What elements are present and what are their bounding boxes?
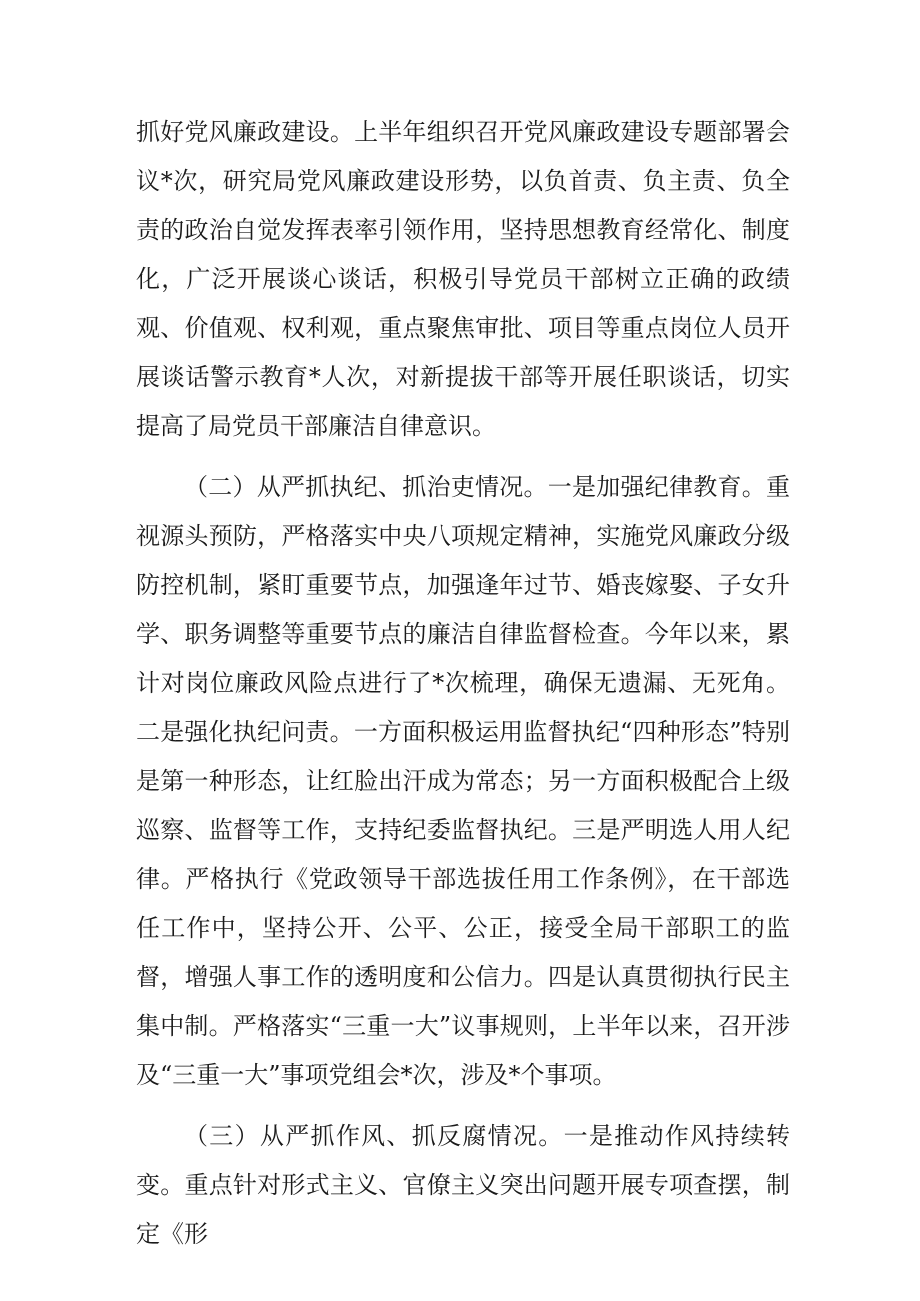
paragraph-1: 抓好党风廉政建设。上半年组织召开党风廉政建设专题部署会议*次，研究局党风廉政建设形势，以负首责、负主责、负全责的政治自觉发挥表率引领作用，坚持思想教育经常化、制度化，广泛开展谈心谈话，积极引导党员干部树立正确的政绩观、价值观、权利观，重点聚焦审批、项目等重点岗位人员开展谈话警示教育*人次，对新提拔干部等开展任职谈话，切实提高了局党员干部廉洁自律意识。 [136, 118, 790, 440]
document-body [136, 108, 790, 1259]
paragraph-3: （三）从严抓作风、抓反腐情况。一是推动作风持续转变。重点针对形式主义、官僚主义突出问题开展专项查摆，制定《形 [136, 1122, 790, 1248]
paragraph-2: （二）从严抓执纪、抓治吏情况。一是加强纪律教育。重视源头预防，严格落实中央八项规定精神，实施党风廉政分级防控机制，紧盯重要节点，加强逢年过节、婚丧嫁娶、子女升学、职务调整等重要节点的廉洁自律监督检查。今年以来，累计对岗位廉政风险点进行了*次梳理，确保无遗漏、无死角。二是强化执纪问责。一方面积极运用监督执纪“四种形态”特别是第一种形态，让红脸出汗成为常态；另一方面积极配合上级巡察、监督等工作，支持纪委监督执纪。三是严明选人用人纪律。严格执行《党政领导干部选拔任用工作条例》，在干部选任工作中，坚持公开、公平、公正，接受全局干部职工的监督，增强人事工作的透明度和公信力。四是认真贯彻执行民主集中制。严格落实“三重一大”议事规则，上半年以来，召开涉及“三重一大”事项党组会*次，涉及*个事项。 [136, 473, 790, 1089]
